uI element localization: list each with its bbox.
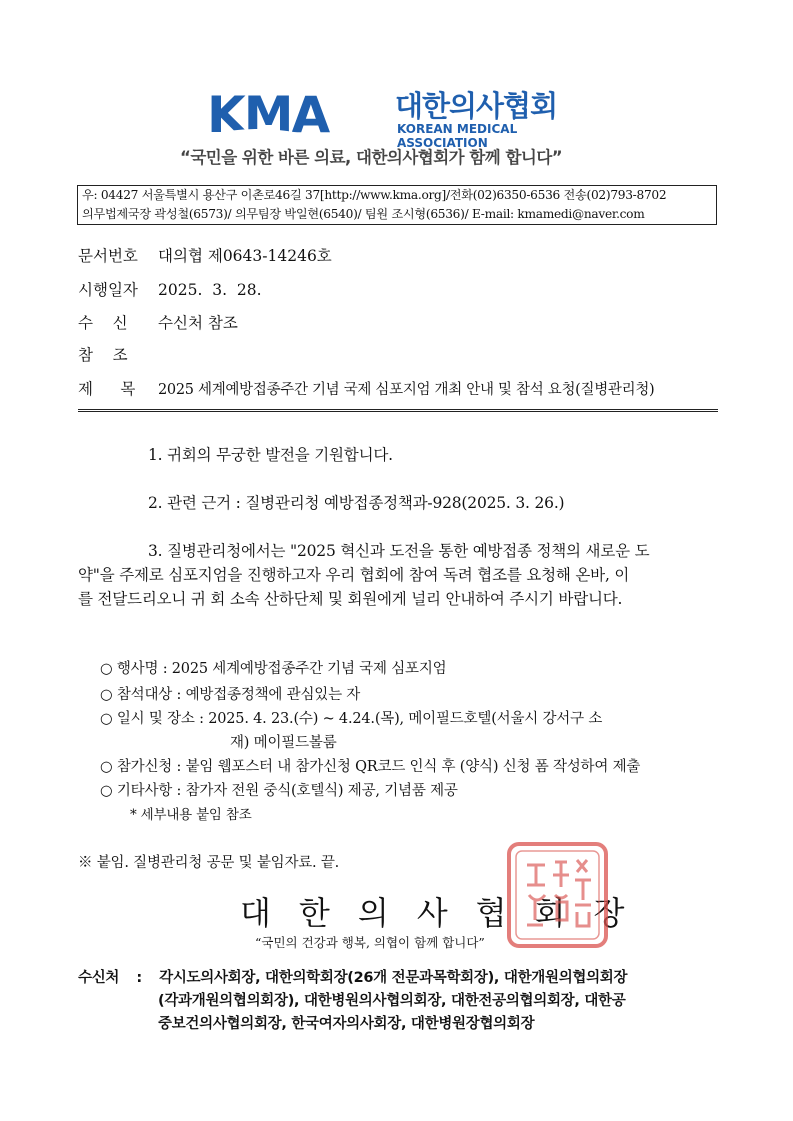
list-item-registration: ○ 참가신청 : 붙임 웹포스터 내 참가신청 QR코드 인식 후 (양식) 신청 폼 작성하여 제출 bbox=[100, 759, 641, 775]
date-value: 2025. 3. 28. bbox=[158, 281, 262, 299]
signer-name: 대한의사협회장 bbox=[240, 894, 653, 932]
body-paragraph-2: 2. 관련 근거 : 질병관리청 예방접종정책과-928(2025. 3. 26.) bbox=[148, 494, 565, 512]
list-item-event-name: ○ 행사명 : 2025 세계예방접종주간 기념 국제 심포지엄 bbox=[100, 661, 447, 677]
list-item-audience: ○ 참석대상 : 예방접종정책에 관심있는 자 bbox=[100, 687, 361, 703]
list-item-location-cont: 재) 메이필드볼룸 bbox=[230, 735, 337, 751]
attachment-note: ※ 붙임. 질병관리청 공문 및 붙임자료. 끝. bbox=[78, 855, 340, 871]
subject-label: 제 목 bbox=[78, 380, 136, 398]
reference-field bbox=[78, 343, 158, 365]
address-box bbox=[77, 185, 717, 225]
logo-text: KMA bbox=[207, 86, 329, 144]
recipients-line-1: 각시도의사회장, 대한의학회장(26개 전문과목학회장), 대한개원의협의회장 bbox=[159, 970, 628, 986]
recipient-label: 수 신 bbox=[78, 314, 128, 332]
address-line: 우: 04427 서울특별시 용산구 이촌로46길 37[http://www.kma.org]/전화(02)6350-6536 전송(02)793-8702 bbox=[82, 188, 667, 202]
body-paragraph-3-line-2: 약"을 주제로 심포지엄을 진행하고자 우리 협회에 참여 독려 협조를 요청해 온바, 이 bbox=[78, 566, 630, 584]
date-label: 시행일자 bbox=[78, 281, 138, 299]
doc-number-field bbox=[78, 244, 332, 266]
recipients-colon: : bbox=[136, 970, 142, 986]
official-seal-icon bbox=[505, 840, 610, 950]
doc-number-value: 대의협 제0643-14246호 bbox=[158, 247, 332, 265]
recipients-line-2: (각과개원의협의회장), 대한병원의사협의회장, 대한전공의협의회장, 대한공 bbox=[158, 993, 626, 1009]
logo-wave-icon bbox=[207, 128, 387, 140]
subject-field bbox=[78, 377, 718, 412]
subject-value: 2025 세계예방접종주간 기념 국제 심포지엄 개최 안내 및 참석 요청(질병관리청) bbox=[158, 382, 655, 398]
signer-slogan: “국민의 건강과 행복, 의협이 함께 합니다” bbox=[255, 935, 485, 950]
org-name-en: KOREAN MEDICAL ASSOCIATION bbox=[397, 122, 518, 150]
contact-line: 의무법제국장 곽성철(6573)/ 의무팀장 박일현(6540)/ 팀원 조시형(6536)/ E-mail: kmamedi@naver.com bbox=[82, 207, 645, 221]
list-item-etc: ○ 기타사항 : 참가자 전원 중식(호텔식) 제공, 기념품 제공 bbox=[100, 783, 458, 799]
recipients-label: 수신처 bbox=[78, 970, 120, 986]
recipients-line-3: 중보건의사협의회장, 한국여자의사회장, 대한병원장협의회장 bbox=[158, 1016, 535, 1032]
list-item-note: * 세부내용 붙임 참조 bbox=[130, 807, 252, 823]
body-paragraph-3-line-3: 를 전달드리오니 귀 회 소속 산하단체 및 회원에게 널리 안내하여 주시기 바랍니다. bbox=[78, 590, 623, 608]
recipient-value: 수신처 참조 bbox=[158, 314, 238, 332]
kma-logo bbox=[207, 86, 607, 150]
date-field bbox=[78, 278, 262, 300]
reference-label: 참 조 bbox=[78, 346, 128, 364]
recipient-field bbox=[78, 311, 238, 333]
list-item-datetime-location: ○ 일시 및 장소 : 2025. 4. 23.(수) ~ 4.24.(목), 메이필드호텔(서울시 강서구 소 bbox=[100, 711, 603, 727]
doc-number-label: 문서번호 bbox=[78, 247, 138, 265]
body-paragraph-1: 1. 귀회의 무궁한 발전을 기원합니다. bbox=[148, 446, 393, 464]
body-paragraph-3-line-1: 3. 질병관리청에서는 "2025 혁신과 도전을 통한 예방접종 정책의 새로운 도 bbox=[148, 542, 650, 560]
org-name-ko: 대한의사협회 bbox=[395, 89, 558, 123]
letterhead-slogan: “국민을 위한 바른 의료, 대한의사협회가 함께 합니다” bbox=[180, 148, 563, 167]
recipients-block bbox=[78, 967, 728, 1036]
